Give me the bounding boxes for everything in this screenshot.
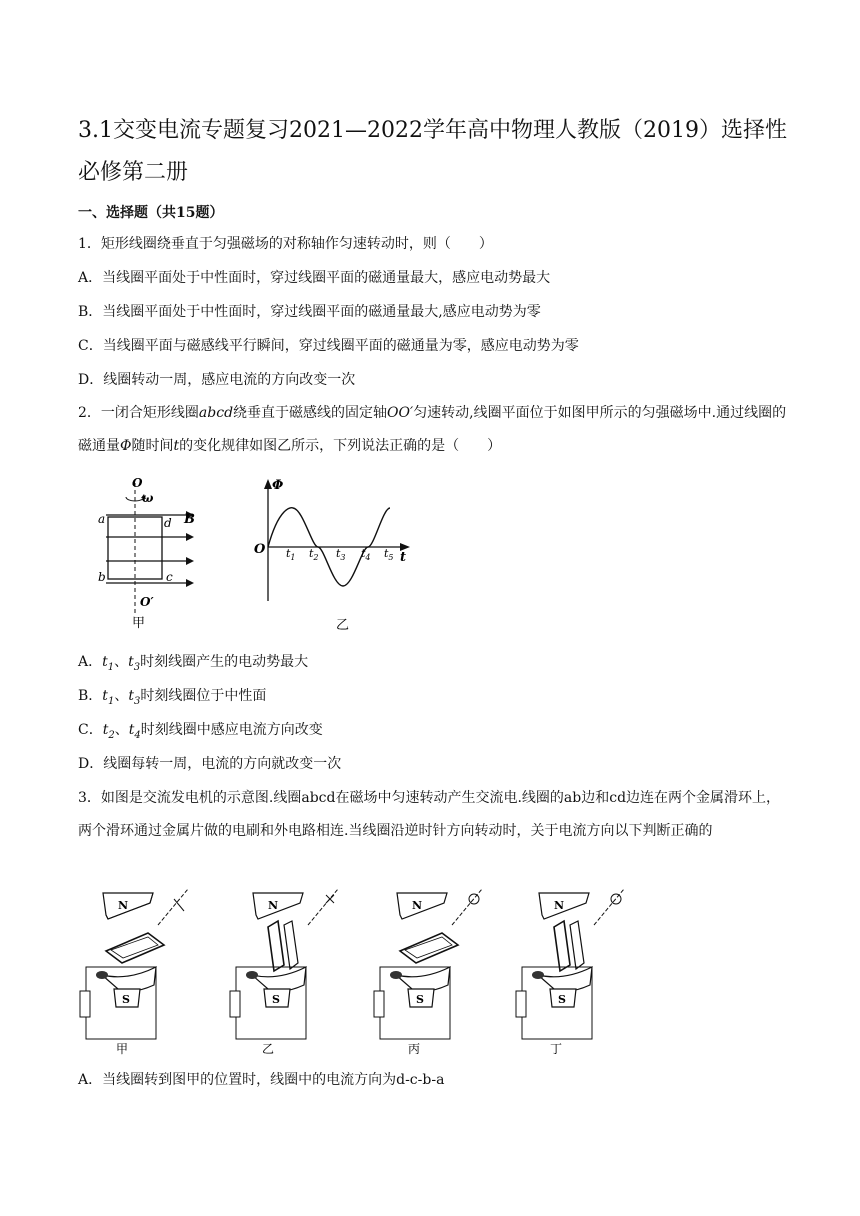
- q2-jia-field-label: B: [184, 512, 195, 527]
- document-title: 3.1交变电流专题复习2021—2022学年高中物理人教版（2019）选择性必修第二册: [78, 118, 787, 185]
- q1-stem: 1．矩形线圈绕垂直于匀强磁场的对称轴作匀速转动时，则（ ）: [78, 236, 493, 252]
- q2-option-d: D．线圈每转一周，电流的方向就改变一次: [78, 756, 342, 772]
- q2-option-c: C．$t_2$、$t_4$时刻线圈中感应电流方向改变: [78, 722, 323, 741]
- q2-option-a: A．$t_1$、$t_3$时刻线圈产生的电动势最大: [78, 654, 309, 673]
- q2-yi-tick-t4: $t_4$: [361, 547, 371, 562]
- q3-jia-north-label: N: [118, 899, 129, 912]
- q3-jia-south-label: S: [122, 993, 130, 1006]
- q2-yi-caption: 乙: [336, 618, 350, 633]
- q2-jia-axis-bottom-label: O′: [140, 595, 154, 609]
- q3-stem: 3．如图是交流发电机的示意图.线圈abcd在磁场中匀速转动产生交流电.线圈的ab边和cd边连在两个金属滑环上，两个滑环通过金属片做的电刷和外电路相连.当线圈沿逆时针方向转动时，关于电流方向以下判断正确的: [78, 790, 781, 839]
- q3-yi-caption: 乙: [262, 1042, 275, 1056]
- q1-option-c: C．当线圈平面与磁感线平行瞬间，穿过线圈平面的磁通量为零，感应电动势为零: [78, 338, 579, 354]
- q2-yi-tick-t2: $t_2$: [309, 547, 319, 562]
- q3-ding-caption: 丁: [550, 1042, 563, 1056]
- q3-figure-yi: [228, 885, 358, 1065]
- q2-yi-tick-t1: $t_1$: [286, 547, 296, 562]
- q2-yi-x-label: t: [400, 550, 407, 565]
- q2-yi-tick-t3: $t_3$: [336, 547, 346, 562]
- q3-jia-caption: 甲: [116, 1042, 129, 1056]
- q1-option-d: D．线圈转动一周，感应电流的方向改变一次: [78, 372, 356, 388]
- q1-option-a: A．当线圈平面处于中性面时，穿过线圈平面的磁通量最大，感应电动势最大: [78, 270, 551, 286]
- q2-yi-y-label: Φ: [272, 478, 284, 493]
- q2-jia-corner-b: b: [98, 570, 106, 584]
- q2-jia-corner-d: d: [164, 516, 172, 530]
- q2-jia-caption: 甲: [132, 616, 146, 631]
- q2-yi-origin: O: [254, 542, 266, 557]
- q3-yi-south-label: S: [272, 993, 280, 1006]
- q3-ding-north-label: N: [554, 899, 565, 912]
- q2-figure-jia: [80, 475, 220, 635]
- q3-option-a: A．当线圈转到图甲的位置时，线圈中的电流方向为d-c-b-a: [78, 1072, 445, 1088]
- q2-jia-corner-c: c: [166, 570, 173, 584]
- q3-ding-south-label: S: [558, 993, 566, 1006]
- q3-figure-ding: [514, 885, 644, 1065]
- q2-figure-yi: [250, 475, 420, 635]
- q2-stem: 2．一闭合矩形线圈abcd绕垂直于磁感线的固定轴OO′匀速转动,线圈平面位于如图甲所示的匀强磁场中.通过线圈的磁通量Φ随时间t的变化规律如图乙所示，下列说法正确的是（ ）: [78, 405, 787, 454]
- q2-jia-omega-label: ω: [142, 491, 154, 505]
- q2-option-b: B．$t_1$、$t_3$时刻线圈位于中性面: [78, 688, 267, 707]
- q3-bing-north-label: N: [412, 899, 423, 912]
- q3-yi-north-label: N: [268, 899, 279, 912]
- q3-bing-south-label: S: [416, 993, 424, 1006]
- q3-figure-jia: [78, 885, 208, 1065]
- q2-yi-tick-t5: $t_5$: [384, 547, 394, 562]
- q1-option-b: B．当线圈平面处于中性面时，穿过线圈平面的磁通量最大,感应电动势为零: [78, 304, 541, 320]
- q2-jia-corner-a: a: [98, 512, 106, 526]
- q3-bing-caption: 丙: [408, 1042, 421, 1056]
- section-heading: 一、选择题（共15题）: [78, 205, 224, 221]
- q3-figure-bing: [372, 885, 502, 1065]
- q2-jia-axis-top-label: O: [132, 476, 143, 490]
